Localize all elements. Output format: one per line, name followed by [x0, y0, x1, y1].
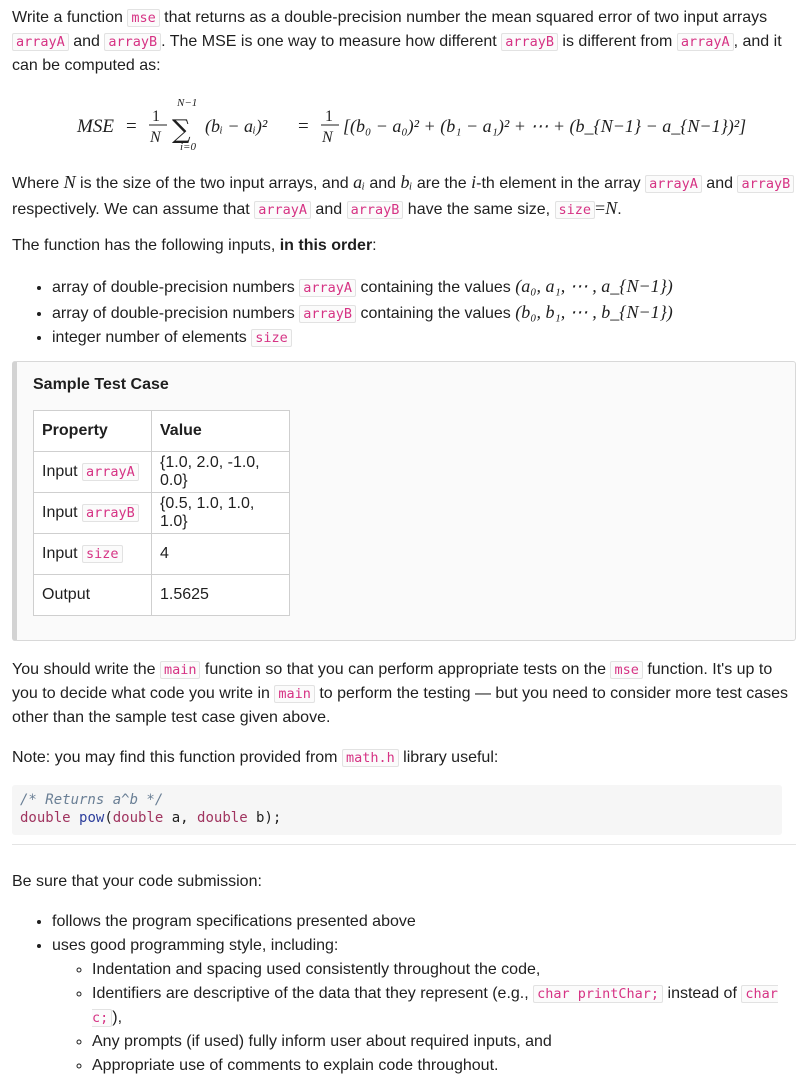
header-property: Property [34, 411, 152, 452]
code-arrayB: arrayB [347, 201, 404, 219]
math-b-values: (b₀, b₁, ⋯ , b_{N−1}) [515, 302, 673, 322]
math-a-values: (a₀, a₁, ⋯ , a_{N−1}) [515, 276, 673, 296]
inputs-intro-bold: in this order [279, 237, 373, 254]
code-mse: mse [610, 661, 642, 679]
row-label: Input [42, 463, 83, 480]
style-sublist [52, 958, 796, 1078]
requirements-list [12, 910, 796, 1078]
formula-sum-lower: i=0 [180, 141, 196, 153]
list-item [52, 326, 673, 350]
inputs-intro-text: The function has the following inputs, [12, 237, 280, 254]
write-text: to perform the testing — but you need to consider more test cases other than the sample test case given above. [12, 685, 789, 726]
code-keyword: double [20, 810, 71, 826]
where-text: is the size of the two input arrays, and [75, 175, 354, 192]
code-arrayB: arrayB [104, 33, 161, 51]
table-row [34, 534, 290, 575]
code-arrayA: arrayA [254, 201, 311, 219]
intro-paragraph [12, 6, 796, 78]
where-text: . [617, 201, 622, 218]
header-value: Value [152, 411, 290, 452]
list-item-text: instead of [663, 985, 742, 1002]
formula-sum-upper: N−1 [177, 97, 198, 109]
code-line [20, 809, 774, 827]
code-arrayA: arrayA [82, 463, 139, 481]
list-item-text: containing the values [356, 305, 516, 322]
code-arrayA: arrayA [677, 33, 734, 51]
row-value: {0.5, 1.0, 1.0, 1.0} [152, 493, 290, 534]
note-paragraph [12, 746, 498, 770]
code-arrayB: arrayB [737, 175, 794, 193]
list-item-text: Identifiers are descriptive of the data that they represent (e.g., [92, 985, 534, 1002]
code-size: size [555, 201, 596, 219]
intro-text: Write a function [12, 9, 128, 26]
write-paragraph [12, 658, 796, 730]
math-a-i: aᵢ [353, 172, 365, 192]
code-math-h: math.h [342, 749, 399, 767]
intro-text: is different from [557, 33, 677, 50]
math-N: N [605, 198, 618, 218]
code-size: size [82, 545, 123, 563]
row-value: {1.0, 2.0, -1.0, 0.0} [152, 452, 290, 493]
list-item [52, 934, 796, 1078]
requirements-intro: Be sure that your code submission: [12, 873, 262, 890]
intro-text: , and it can be computed as: [12, 33, 782, 74]
code-keyword: double [112, 810, 164, 826]
list-item-text: containing the values [356, 279, 516, 296]
list-item-text: ), [112, 1009, 123, 1026]
code-size: size [251, 329, 292, 347]
table-row [34, 575, 290, 616]
list-item: ◦ Appropriate use of comments to explain code throughout. [92, 1054, 796, 1078]
formula-equals-2: = [298, 116, 309, 137]
code-main: main [160, 661, 201, 679]
formula-sum-symbol: ∑ [172, 115, 191, 145]
write-text: function. It's up to you to decide what code you write in [12, 661, 773, 702]
code-char-printchar: char printChar; [533, 985, 663, 1003]
list-item: ◦ Any prompts (if used) fully inform user about required inputs, and [92, 1030, 796, 1054]
row-label: Input [42, 504, 83, 521]
row-value: 4 [152, 534, 290, 575]
note-text: Note: you may find this function provided from [12, 749, 342, 766]
list-item [92, 982, 796, 1030]
write-text: function so that you can perform appropriate tests on the [200, 661, 611, 678]
where-text: -th element in the array [476, 175, 646, 192]
formula-lhs: MSE [77, 116, 114, 137]
intro-text: that returns as a double-precision number the mean squared error of two input arrays [159, 9, 768, 26]
list-item: • follows the program specifications presented above [52, 910, 796, 934]
intro-text: . The MSE is one way to measure how different [161, 33, 502, 50]
divider [12, 844, 796, 845]
code-block [12, 785, 782, 835]
list-item-text: array of double-precision numbers [52, 305, 300, 322]
math-i: i [471, 172, 477, 192]
mse-formula [12, 94, 796, 162]
where-text: and [364, 175, 401, 192]
where-text: have the same size, [403, 201, 555, 218]
where-text: Where [12, 175, 64, 192]
list-item: ◦ Indentation and spacing used consistently throughout the code, [92, 958, 796, 982]
sample-test-case-box [12, 361, 796, 641]
inputs-intro-text: : [372, 237, 377, 254]
table-row [34, 493, 290, 534]
code-arrayA: arrayA [299, 279, 356, 297]
formula-fraction-denominator: N [150, 129, 161, 146]
where-paragraph [12, 170, 796, 222]
code-arrayB: arrayB [299, 305, 356, 323]
where-text: and [701, 175, 738, 192]
math-equals: = [595, 198, 606, 218]
row-property [34, 493, 152, 534]
code-char-c: char c; [92, 986, 778, 1026]
code-punct: ( [104, 810, 113, 826]
list-item [52, 274, 673, 300]
where-text: respectively. We can assume that [12, 201, 255, 218]
code-param: b); [247, 810, 282, 826]
where-text: are the [412, 175, 472, 192]
where-text: and [310, 201, 347, 218]
math-b-i: bᵢ [400, 172, 413, 192]
table-row [34, 452, 290, 493]
table-header-row [34, 411, 290, 452]
code-mse: mse [127, 9, 159, 27]
formula-fraction2-denominator: N [322, 129, 333, 146]
list-item-text: uses good programming style, including: [52, 937, 339, 954]
code-arrayA: arrayA [645, 175, 702, 193]
inputs-list [12, 274, 673, 350]
code-arrayA: arrayA [12, 33, 69, 51]
row-property [34, 452, 152, 493]
math-N: N [63, 172, 76, 192]
sample-title: Sample Test Case [33, 376, 169, 393]
formula-expansion: [(b₀ − a₀)² + (b₁ − a₁)² + ⋯ + (b_{N−1} − a_{N−1})²] [343, 116, 747, 136]
row-value: 1.5625 [152, 575, 290, 616]
formula-term: (bᵢ − aᵢ)² [205, 116, 268, 136]
code-keyword: double [197, 810, 248, 826]
list-item-text: array of double-precision numbers [52, 279, 300, 296]
code-function-name: pow [79, 810, 105, 826]
row-property [34, 534, 152, 575]
formula-fraction-numerator: 1 [152, 108, 160, 125]
formula-fraction2-numerator: 1 [325, 108, 333, 125]
sample-table [33, 410, 290, 616]
intro-text: and [68, 33, 105, 50]
code-arrayB: arrayB [82, 504, 139, 522]
code-comment: /* Returns a^b */ [20, 792, 164, 808]
row-label: Input [42, 545, 83, 562]
row-property: Output [34, 575, 152, 616]
write-text: You should write the [12, 661, 160, 678]
inputs-intro [12, 234, 377, 258]
formula-equals: = [126, 116, 137, 137]
code-param: a, [163, 810, 198, 826]
list-item-text: integer number of elements [52, 329, 252, 346]
list-item [52, 300, 673, 326]
code-main: main [274, 685, 315, 703]
code-arrayB: arrayB [501, 33, 558, 51]
note-text: library useful: [398, 749, 499, 766]
